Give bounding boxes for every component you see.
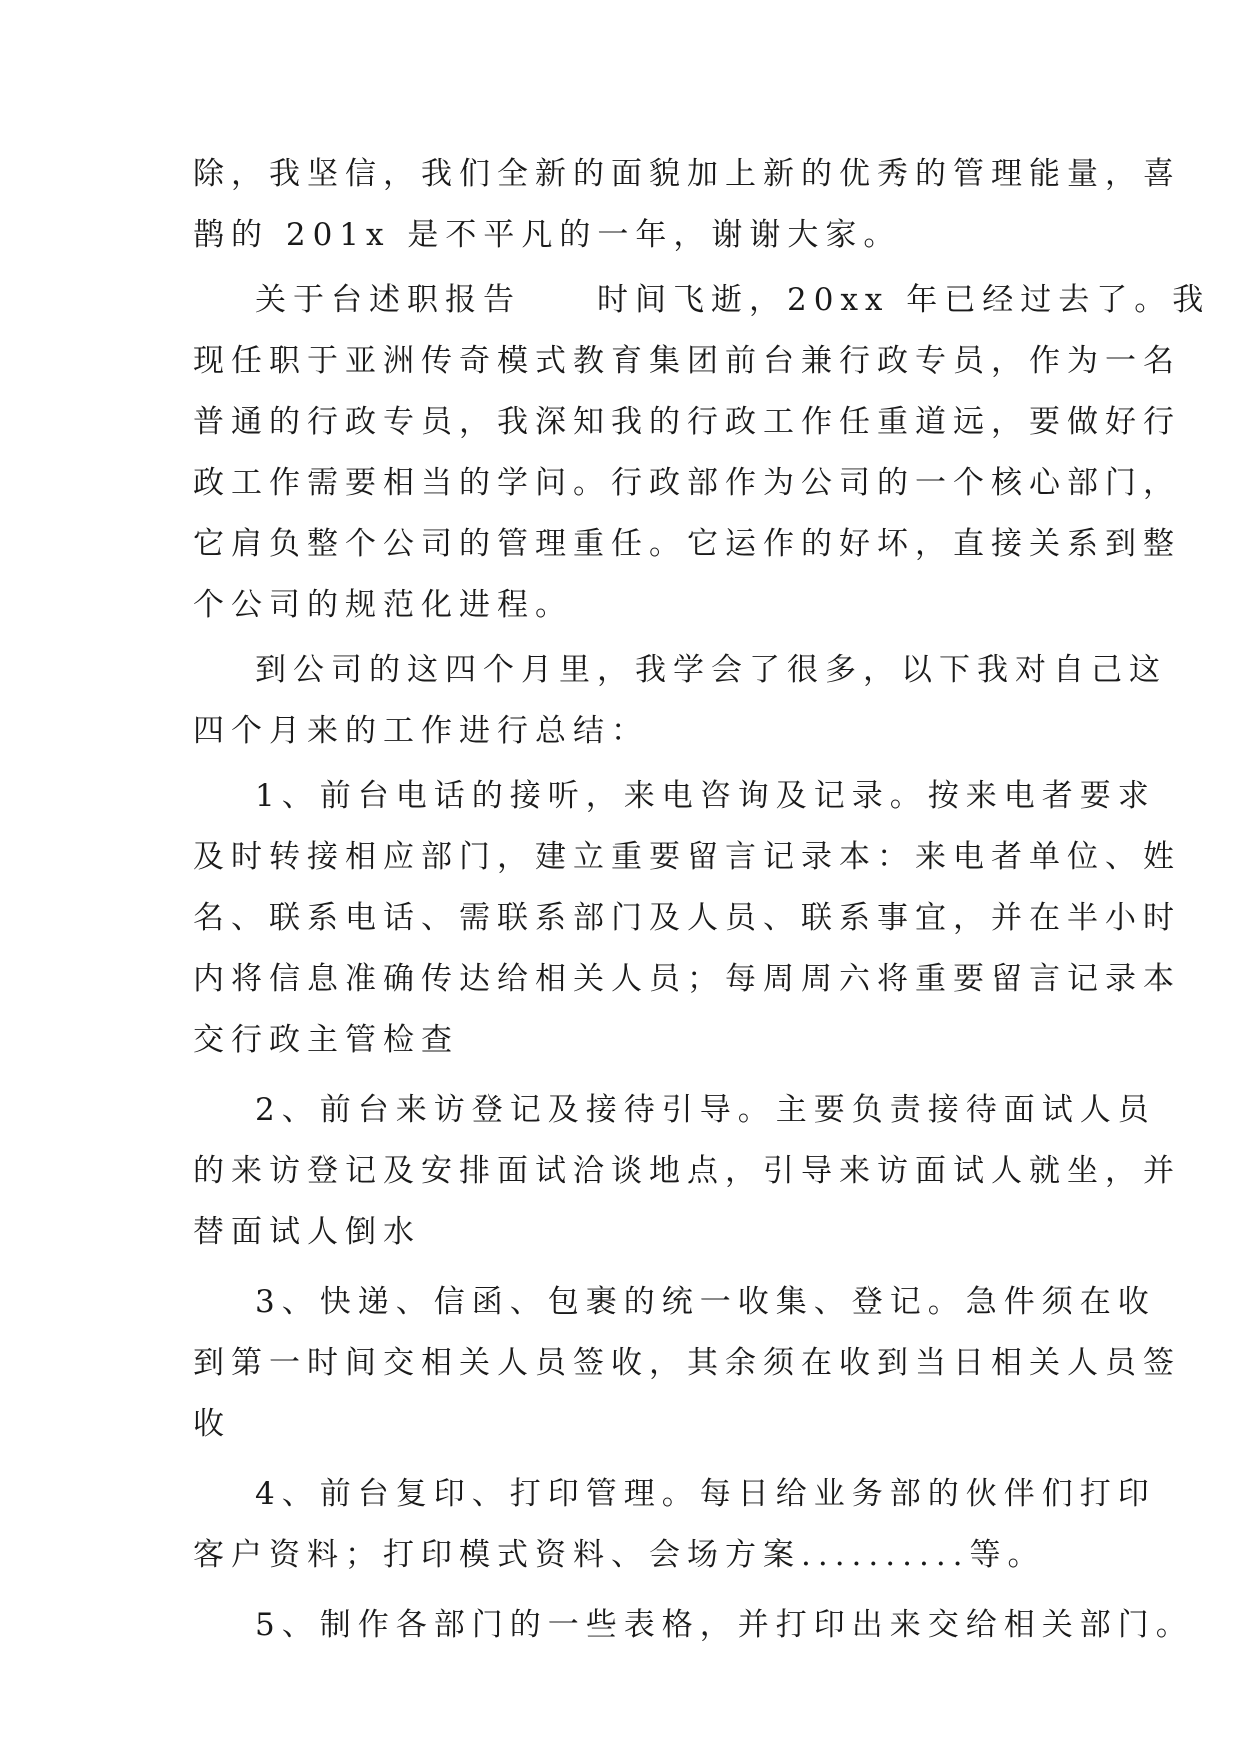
text-line: 内将信息准确传达给相关人员；每周周六将重要留言记录本 [193,961,1181,997]
text-line: 个公司的规范化进程。 [193,587,573,623]
text-line: 鹊的 201x 是不平凡的一年，谢谢大家。 [193,217,902,253]
document-body [193,154,1211,1645]
text-line: 名、联系电话、需联系部门及人员、联系事宜，并在半小时 [193,900,1181,936]
text-line: 的来访登记及安排面试洽谈地点，引导来访面试人就坐，并 [193,1153,1181,1189]
text-line: 替面试人倒水 [193,1214,421,1250]
list-item-1-start: 1、前台电话的接听，来电咨询及记录。按来电者要求 [255,778,1156,814]
text-line: 收 [193,1406,231,1442]
list-item-3-start: 3、快递、信函、包裹的统一收集、登记。急件须在收 [255,1284,1156,1320]
text-line: 四个月来的工作进行总结： [193,713,649,749]
text-line: 政工作需要相当的学问。行政部作为公司的一个核心部门， [193,465,1181,501]
text-line: 交行政主管检查 [193,1022,459,1058]
text-line: 到第一时间交相关人员签收，其余须在收到当日相关人员签 [193,1345,1181,1381]
paragraph-start-line: 关于台述职报告 时间飞逝，20xx 年已经过去了。我 [255,282,1211,318]
text-line: 及时转接相应部门，建立重要留言记录本：来电者单位、姓 [193,839,1181,875]
text-line: 普通的行政专员，我深知我的行政工作任重道远，要做好行 [193,404,1181,440]
text-line: 它肩负整个公司的管理重任。它运作的好坏，直接关系到整 [193,526,1181,562]
text-line: 客户资料；打印模式资料、会场方案..........等。 [193,1537,1046,1573]
text-line: 现任职于亚洲传奇模式教育集团前台兼行政专员，作为一名 [193,343,1181,379]
list-item-5-start: 5、制作各部门的一些表格，并打印出来交给相关部门。 [255,1607,1194,1643]
list-item-4-start: 4、前台复印、打印管理。每日给业务部的伙伴们打印 [255,1476,1156,1512]
list-item-2-start: 2、前台来访登记及接待引导。主要负责接待面试人员 [255,1092,1156,1128]
paragraph-start-line: 到公司的这四个月里，我学会了很多，以下我对自己这 [255,652,1167,688]
text-line: 除，我坚信，我们全新的面貌加上新的优秀的管理能量，喜 [193,156,1181,192]
